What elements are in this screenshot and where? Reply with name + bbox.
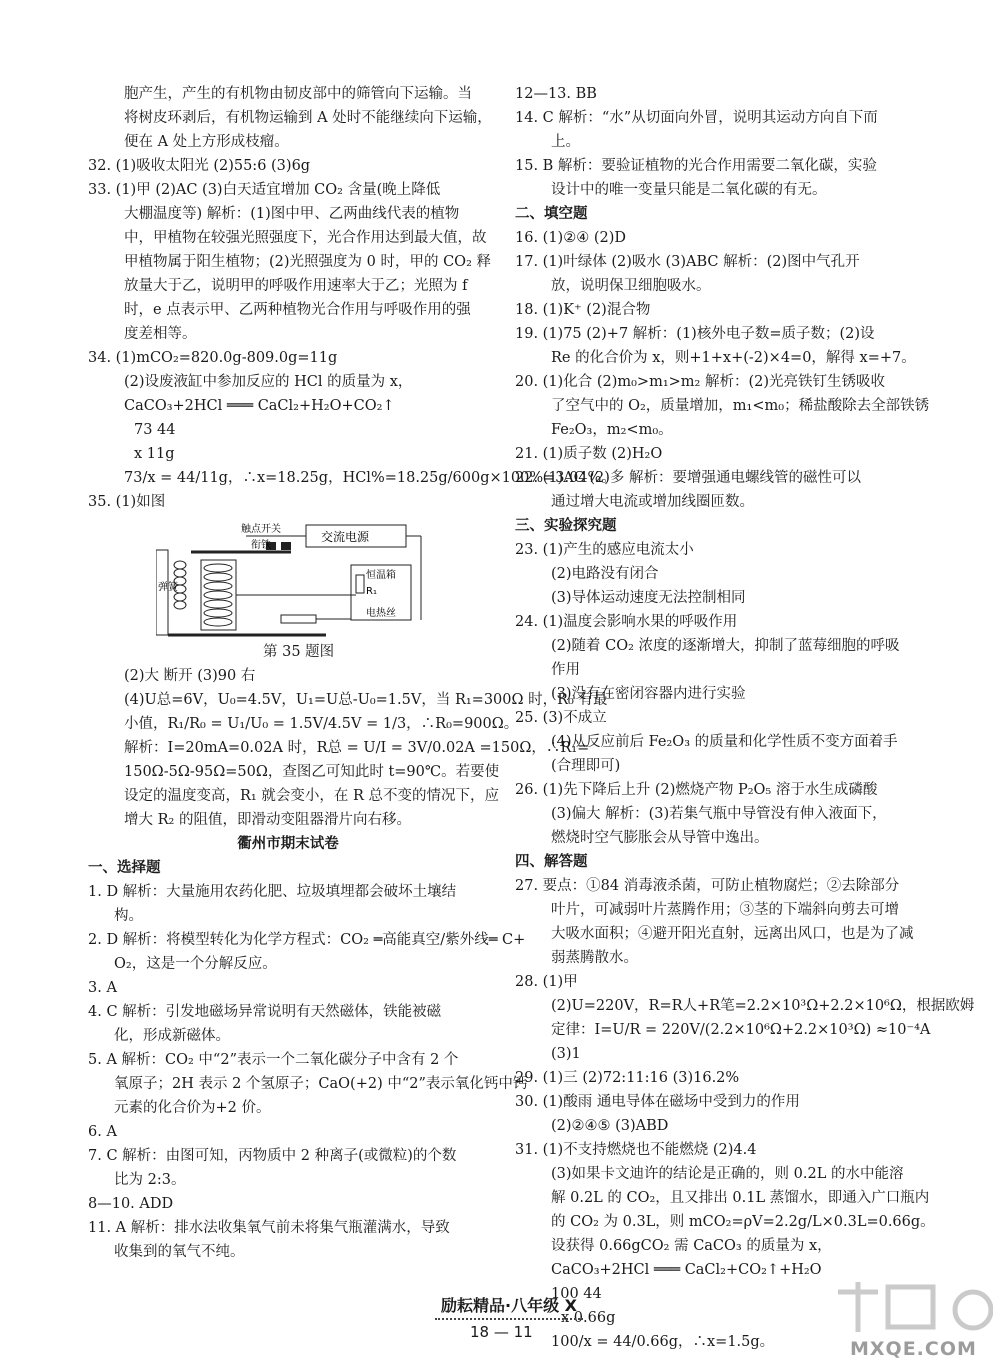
circuit-label: 弹簧 bbox=[158, 582, 178, 593]
answer-line: (3)如果卡文迪许的结论是正确的，则 0.2L 的水中能溶 bbox=[551, 1166, 904, 1182]
answer-line: 弱蒸腾散水。 bbox=[551, 950, 638, 966]
answer-line: (2)U=220V，R=R人+R笔=2.2×10³Ω+2.2×10⁶Ω，根据欧姆 bbox=[551, 998, 975, 1014]
answer-line: 1. D 解析：大量施用农药化肥、垃圾填埋都会破坏土壤结 bbox=[88, 884, 457, 900]
answer-line: (2)电路没有闭合 bbox=[551, 566, 659, 582]
answer-line: 18. (1)K⁺ (2)混合物 bbox=[515, 302, 651, 318]
answer-line: 33. (1)甲 (2)AC (3)白天适宜增加 CO₂ 含量(晚上降低 bbox=[88, 182, 441, 198]
answer-line: 元素的化合价为+2 价。 bbox=[114, 1100, 271, 1116]
footer-brand: 励耘精品·八年级 X bbox=[435, 1293, 583, 1320]
answer-line: 增大 R₂ 的阻值，即滑动变阻器滑片向右移。 bbox=[124, 812, 411, 828]
answer-line: (3)偏大 解析：(3)若集气瓶中导管没有伸入液面下， bbox=[551, 806, 887, 822]
circuit-part bbox=[281, 542, 291, 550]
answer-line: 作用 bbox=[551, 662, 580, 678]
page-number: 18 — 11 bbox=[470, 1323, 533, 1341]
answer-line: 三、实验探究题 bbox=[515, 517, 617, 534]
coil-loop bbox=[204, 573, 232, 581]
answer-line: CaCO₃+2HCl ═══ CaCl₂+CO₂↑+H₂O bbox=[551, 1262, 822, 1278]
answer-line: 设定的温度变高，R₁ 就会变小，在 R 总不变的情况下，应 bbox=[124, 788, 499, 804]
answer-line: 16. (1)②④ (2)D bbox=[515, 230, 626, 246]
answer-line: 收集到的氧气不纯。 bbox=[114, 1244, 245, 1260]
answer-line: 21. (1)质子数 (2)H₂O bbox=[515, 446, 663, 462]
answer-line: (2)设废液缸中参加反应的 HCl 的质量为 x， bbox=[124, 374, 413, 390]
answer-line: 的 CO₂ 为 0.3L，则 mCO₂=ρV=2.2g/L×0.3L=0.66g。 bbox=[551, 1214, 935, 1230]
answer-line: 解 0.2L 的 CO₂，且又排出 0.1L 蒸馏水，即通入广口瓶内 bbox=[551, 1190, 930, 1206]
answer-line: 30. (1)酸雨 通电导体在磁场中受到力的作用 bbox=[515, 1094, 800, 1110]
answer-line: 放量大于乙，说明甲的呼吸作用速率大于乙；光照为 f bbox=[124, 278, 468, 294]
answer-line: 150Ω-5Ω-95Ω=50Ω，查图乙可知此时 t=90℃。若要使 bbox=[124, 764, 500, 780]
spring-loop bbox=[174, 561, 186, 569]
circuit-part bbox=[281, 615, 316, 623]
answer-line: (2)大 断开 (3)90 右 bbox=[124, 668, 256, 684]
answer-line: x 0.66g bbox=[561, 1310, 616, 1326]
spring-loop bbox=[174, 593, 186, 601]
answer-line: 23. (1)产生的感应电流太小 bbox=[515, 542, 694, 558]
answer-line: 32. (1)吸收太阳光 (2)55:6 (3)6g bbox=[88, 158, 311, 174]
answer-line: 将树皮环剥后，有机物运输到 A 处时不能继续向下运输， bbox=[124, 110, 492, 126]
answer-line: 14. C 解析：“水”从切面向外冒，说明其运动方向自下而 bbox=[515, 110, 878, 126]
figure-caption: 第 35 题图 bbox=[263, 644, 335, 660]
answer-line: 34. (1)mCO₂=820.0g-809.0g=11g bbox=[88, 350, 338, 366]
answer-line: 35. (1)如图 bbox=[88, 494, 166, 510]
answer-line: (3)1 bbox=[551, 1046, 581, 1062]
circuit-label: R₁ bbox=[366, 586, 377, 597]
answer-line: 化，形成新磁体。 bbox=[114, 1028, 230, 1044]
answer-line: (2)随着 CO₂ 浓度的逐渐增大，抑制了蓝莓细胞的呼吸 bbox=[551, 638, 900, 654]
answer-line: 氧原子；2H 表示 2 个氢原子；CaO(+2) 中“2”表示氧化钙中钙 bbox=[114, 1076, 528, 1092]
answer-line: 29. (1)三 (2)72:11:16 (3)16.2% bbox=[515, 1070, 740, 1086]
answer-line: 73/x = 44/11g，∴x=18.25g，HCl%=18.25g/600g×100%=3.04%。 bbox=[124, 470, 616, 486]
answer-line: (3)没有在密闭容器内进行实验 bbox=[551, 686, 746, 702]
answer-line: Fe₂O₃，m₂<m₀。 bbox=[551, 422, 673, 438]
answer-line: 6. A bbox=[88, 1124, 117, 1140]
circuit-part bbox=[356, 575, 364, 593]
answer-line: 19. (1)75 (2)+7 解析：(1)核外电子数=质子数；(2)设 bbox=[515, 326, 875, 342]
answer-line: 22. (1)AC (2)多 解析：要增强通电螺线管的磁性可以 bbox=[515, 470, 862, 486]
answer-line: 构。 bbox=[114, 908, 143, 924]
answer-line: 26. (1)先下降后上升 (2)燃烧产物 P₂O₅ 溶于水生成磷酸 bbox=[515, 782, 878, 798]
answer-line: 了空气中的 O₂，质量增加，m₁<m₀；稀盐酸除去全部铁锈 bbox=[551, 398, 930, 414]
answer-line: 8—10. ADD bbox=[88, 1196, 174, 1212]
answer-line: 设获得 0.66gCO₂ 需 CaCO₃ 的质量为 x， bbox=[551, 1238, 832, 1254]
answer-line: 73 44 bbox=[134, 422, 176, 438]
answer-line: 12—13. BB bbox=[515, 86, 597, 102]
answer-line: 设计中的唯一变量只能是二氧化碳的有无。 bbox=[551, 182, 827, 198]
circuit-label: 电热丝 bbox=[366, 608, 396, 619]
answer-line: 25. (3)不成立 bbox=[515, 710, 607, 726]
answer-line: 31. (1)不支持燃烧也不能燃烧 (2)4.4 bbox=[515, 1142, 757, 1158]
coil-loop bbox=[204, 600, 232, 608]
answer-line: 4. C 解析：引发地磁场异常说明有天然磁体，铁能被磁 bbox=[88, 1004, 442, 1020]
answer-line: (合理即可) bbox=[551, 758, 621, 774]
coil-loop bbox=[204, 618, 232, 626]
answer-line: 胞产生，产生的有机物由韧皮部中的筛管向下运输。当 bbox=[124, 86, 472, 102]
answer-line: 上。 bbox=[551, 134, 580, 150]
answer-line: (4)从反应前后 Fe₂O₃ 的质量和化学性质不变方面着手 bbox=[551, 734, 898, 750]
answer-line: Re 的化合价为 x，则+1+x+(-2)×4=0，解得 x=+7。 bbox=[551, 350, 916, 366]
answer-line: 一、选择题 bbox=[88, 859, 161, 876]
spring-loop bbox=[174, 601, 186, 609]
answer-line: 定律：I=U/R = 220V/(2.2×10⁶Ω+2.2×10³Ω) ≈10⁻⁴A bbox=[551, 1022, 931, 1038]
answer-line: 便在 A 处上方形成枝瘤。 bbox=[124, 134, 289, 150]
answer-line: 27. 要点：①84 消毒液杀菌，可防止植物腐烂；②去除部分 bbox=[515, 878, 900, 894]
answer-line: 100 44 bbox=[551, 1286, 602, 1302]
answer-line: 15. B 解析：要验证植物的光合作用需要二氧化碳，实验 bbox=[515, 158, 877, 174]
answer-line: 度差相等。 bbox=[124, 326, 197, 342]
answer-line: 通过增大电流或增加线圈匝数。 bbox=[551, 494, 754, 510]
answer-line: 燃烧时空气膨胀会从导管中逸出。 bbox=[551, 830, 769, 846]
answer-line: (3)导体运动速度无法控制相同 bbox=[551, 590, 746, 606]
answer-line: 17. (1)叶绿体 (2)吸水 (3)ABC 解析：(2)图中气孔开 bbox=[515, 254, 860, 270]
coil-loop bbox=[204, 564, 232, 572]
answer-line: 28. (1)甲 bbox=[515, 974, 578, 990]
answer-line: 时，e 点表示甲、乙两种植物光合作用与呼吸作用的强 bbox=[124, 302, 471, 318]
answer-line: O₂，这是一个分解反应。 bbox=[114, 956, 277, 972]
spring-loop bbox=[174, 569, 186, 577]
answer-line: CaCO₃+2HCl ═══ CaCl₂+H₂O+CO₂↑ bbox=[124, 398, 395, 414]
answer-line: 二、填空题 bbox=[515, 205, 588, 222]
circuit-diagram bbox=[156, 520, 441, 640]
answer-line: 甲植物属于阳生植物；(2)光照强度为 0 时，甲的 CO₂ 释 bbox=[124, 254, 491, 270]
watermark-text: MXQE.COM bbox=[850, 1338, 977, 1360]
answer-line: (2)②④⑤ (3)ABD bbox=[551, 1118, 669, 1134]
circuit-label: 触点开关 bbox=[241, 524, 281, 535]
answer-line: 解析：I=20mA=0.02A 时，R总 = U/I = 3V/0.02A =150Ω，∴R₁= bbox=[124, 740, 590, 756]
circuit-label: 交流电源 bbox=[321, 530, 370, 544]
answer-line: 2. D 解析：将模型转化为化学方程式：CO₂ ═高能真空/紫外线═ C+ bbox=[88, 932, 526, 948]
answer-line: 24. (1)温度会影响水果的呼吸作用 bbox=[515, 614, 738, 630]
answer-line: 叶片，可减弱叶片蒸腾作用；③茎的下端斜向剪去可增 bbox=[551, 902, 899, 918]
answer-line: 3. A bbox=[88, 980, 117, 996]
answer-line: 小值，R₁/R₀ = U₁/U₀ = 1.5V/4.5V = 1/3，∴R₀=900Ω。 bbox=[124, 716, 519, 732]
answer-line: 大棚温度等) 解析：(1)图中甲、乙两曲线代表的植物 bbox=[124, 206, 460, 222]
answer-line: 衢州市期末试卷 bbox=[237, 835, 339, 852]
answer-line: 5. A 解析：CO₂ 中“2”表示一个二氧化碳分子中含有 2 个 bbox=[88, 1052, 459, 1068]
answer-line: 比为 2:3。 bbox=[114, 1172, 186, 1188]
coil-loop bbox=[204, 591, 232, 599]
answer-line: x 11g bbox=[134, 446, 175, 462]
answer-line: 四、解答题 bbox=[515, 853, 588, 870]
answer-line: 100/x = 44/0.66g，∴x=1.5g。 bbox=[551, 1334, 775, 1350]
answer-line: (4)U总=6V，U₀=4.5V，U₁=U总-U₀=1.5V，当 R₁=300Ω 时，R₀ 有最 bbox=[124, 692, 608, 708]
answer-line: 11. A 解析：排水法收集氧气前未将集气瓶灌满水，导致 bbox=[88, 1220, 450, 1236]
coil-loop bbox=[204, 582, 232, 590]
circuit-label: 恒温箱 bbox=[366, 570, 396, 581]
answer-line: 大吸水面积；④避开阳光直射，远离出风口，也是为了减 bbox=[551, 926, 914, 942]
answer-line: 7. C 解析：由图可知，丙物质中 2 种离子(或微粒)的个数 bbox=[88, 1148, 457, 1164]
answer-line: 中，甲植物在较强光照强度下，光合作用达到最大值，故 bbox=[124, 230, 487, 246]
coil-loop bbox=[204, 609, 232, 617]
answer-line: 放，说明保卫细胞吸水。 bbox=[551, 278, 711, 294]
circuit-label: 衔铁 bbox=[251, 540, 271, 551]
answer-line: 20. (1)化合 (2)m₀>m₁>m₂ 解析：(2)光亮铁钉生锈吸收 bbox=[515, 374, 885, 390]
